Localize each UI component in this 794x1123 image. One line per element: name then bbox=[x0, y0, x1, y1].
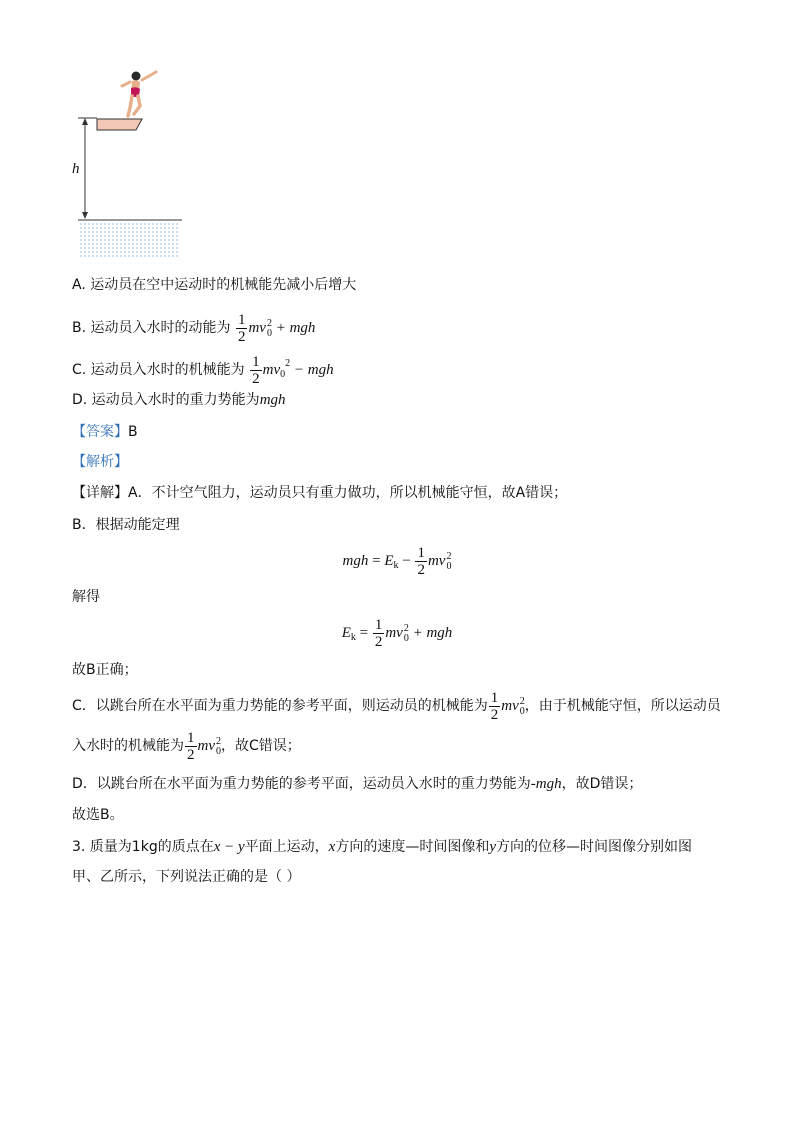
question-3-line2: 甲、乙所示，下列说法正确的是（ ） bbox=[72, 869, 301, 885]
diving-platform bbox=[97, 119, 142, 130]
fraction-half: $\frac{1}{2}$ bbox=[252, 353, 260, 387]
diver-illustration bbox=[122, 72, 156, 117]
option-c: C. 运动员入水时的机械能为 $\frac{1}{2}$ $mv_0^2$ − mgh bbox=[72, 353, 334, 387]
option-d: D. 运动员入水时的重力势能为mgh bbox=[72, 392, 286, 408]
diver-figure bbox=[60, 66, 200, 262]
detail-a: 【详解】A．不计空气阻力，运动员只有重力做功，所以机械能守恒，故A错误； bbox=[72, 485, 568, 501]
option-a: A. 运动员在空中运动时的机械能先减小后增大 bbox=[72, 277, 357, 293]
detail-b-intro: B．根据动能定理 bbox=[72, 517, 180, 533]
answer-value: B bbox=[128, 424, 138, 440]
water bbox=[80, 224, 180, 256]
answer-label: 【答案】 bbox=[72, 424, 128, 440]
solve-label: 解得 bbox=[72, 589, 100, 605]
analysis-heading: 【解析】 bbox=[72, 454, 128, 470]
height-label: h bbox=[72, 161, 80, 177]
fraction-half: $\frac{1}{2}$ bbox=[237, 311, 246, 345]
detail-b-conclusion: 故B正确； bbox=[72, 662, 138, 678]
option-b: B. 运动员入水时的动能为 $\frac{1}{2}$ mv 2 0 + mgh bbox=[72, 311, 316, 345]
final-answer: 故选B。 bbox=[72, 807, 124, 823]
equation-kinetic-energy: $E_k$ = $\frac{1}{2}$ mv 2 0 + mgh bbox=[341, 616, 453, 650]
answer-line bbox=[72, 423, 138, 441]
detail-c-line2: 入水时的机械能为 $\frac{1}{2}$ mv 2 0 ，故C错误； bbox=[72, 729, 301, 763]
detail-c-line1: C．以跳台所在水平面为重力势能的参考平面，则运动员的机械能为 $\frac{1}{2}$ mv 2 0 ，由于机械能守恒，所以运动员 bbox=[72, 689, 721, 723]
question-3-line1: 3. 质量为1kg的质点在x − y平面上运动，x方向的速度—时间图像和y方向的位移—时间图像分别如图 bbox=[72, 839, 692, 855]
equation-work-energy: mgh = $E_k$ − $\frac{1}{2}$ mv 2 0 bbox=[342, 544, 452, 578]
detail-d: D．以跳台所在水平面为重力势能的参考平面，运动员入水时的重力势能为-mgh，故D错误； bbox=[72, 776, 643, 792]
